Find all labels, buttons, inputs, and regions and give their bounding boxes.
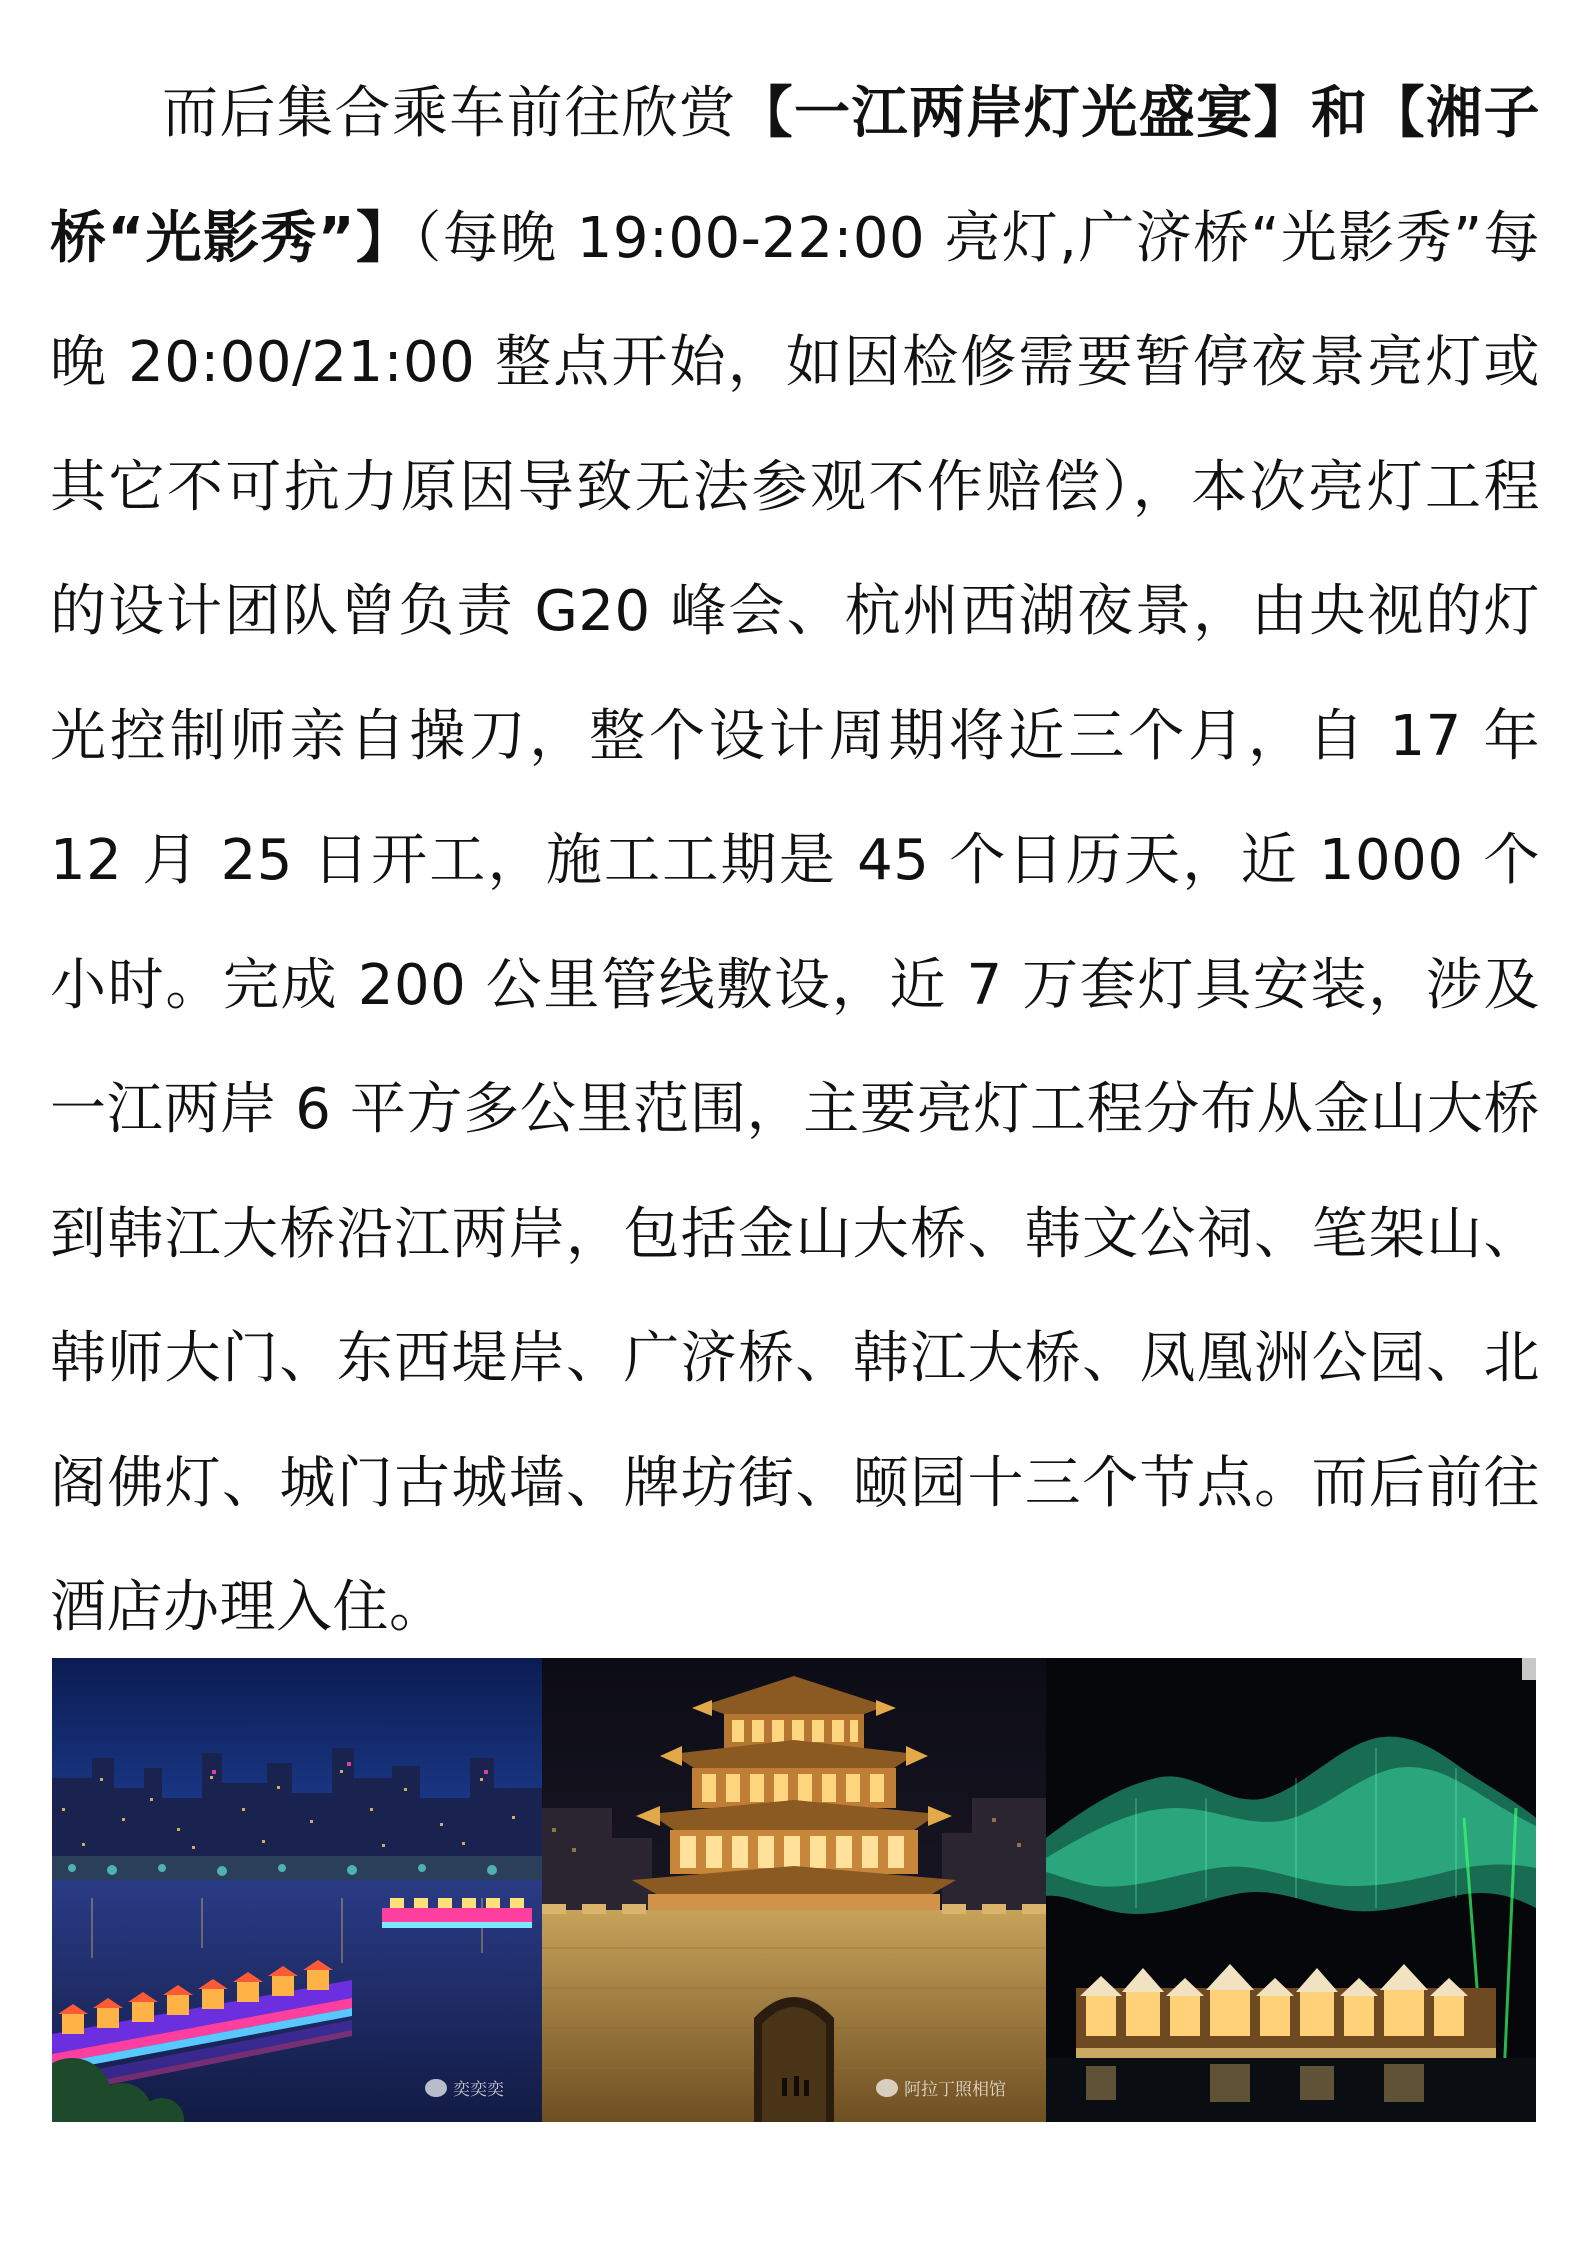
scrollbar-nub[interactable] [1522,1658,1536,1680]
wechat-icon [425,2079,447,2097]
paragraph-body: （每晚 19:00-22:00 亮灯,广济桥“光影秀”每晚 20:00/21:00 整点开始，如因检修需要暂停夜景亮灯或其它不可抗力原因导致无法参观不作赔偿），本次亮灯工程的设计团队曾负责 G20 峰会、杭州西湖夜景，由央视的灯光控制师亲自操刀，整个设计周期将近三个月，自 17 年 12 月 25 日开工，施工工期是 45 个日历天，近 1000 个小时。完成 200 公里管线敷设，近 7 万套灯具安装，涉及一江两岸 6 平方多公里范围，主要亮灯工程分布从金山大桥到韩江大桥沿江两岸，包括金山大桥、韩文公祠、笔架山、韩师大门、东西堤岸、广济桥、韩江大桥、凤凰洲公园、北阁佛灯、城门古城墙、牌坊街、颐园十三个节点。而后前往酒店办理入住。 [50,205,1540,1640]
wechat-icon [876,2079,898,2097]
itinerary-paragraph [50,52,1540,1671]
river-city-night-image [52,1658,542,2122]
photo-river-city-night [52,1658,542,2122]
paragraph-highlight: 【一江两岸灯光盛宴】和【湘子桥“光影秀”】 [50,81,1541,271]
photo-watermark-text: 阿拉丁照相馆 [904,2080,1006,2100]
city-gate-tower-image [542,1658,1046,2122]
paragraph-intro: 而后集合乘车前往欣赏 [162,81,737,146]
photo-watermark [425,2075,504,2100]
photo-watermark-text: 奕奕奕 [453,2080,504,2100]
photo-bridge-light-show [1046,1658,1536,2122]
bridge-light-show-image [1046,1658,1536,2122]
photo-watermark [876,2075,1006,2100]
photo-city-gate-tower [542,1658,1046,2122]
photo-strip [52,1658,1536,2122]
